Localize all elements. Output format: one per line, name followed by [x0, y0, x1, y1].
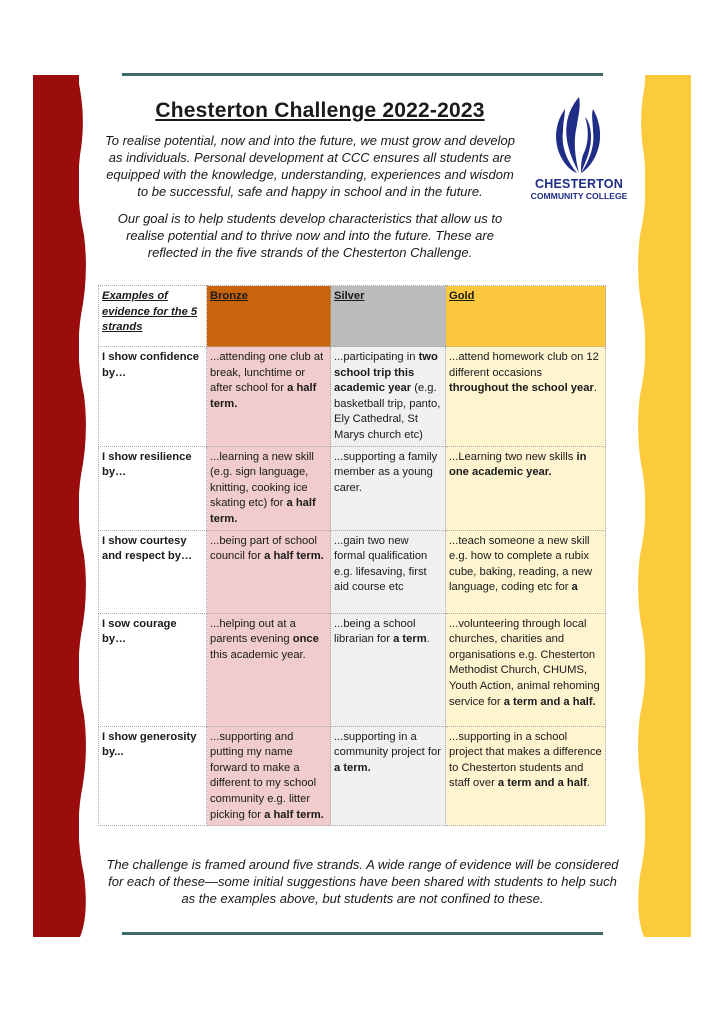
- cell-emphasis: once: [292, 633, 319, 646]
- cell-text: ...supporting in a school project that makes a difference to Chesterton students and staff over: [449, 730, 602, 790]
- row-label-resilience: I show resilience by…: [99, 446, 207, 530]
- cell-emphasis: a half term.: [210, 497, 316, 525]
- header-silver: Silver: [331, 286, 446, 347]
- cell-text: .: [586, 777, 590, 790]
- row-label-courage: I sow courage by…: [99, 613, 207, 726]
- cell-gold: [446, 530, 606, 613]
- cell-text: ...supporting in a community project for: [334, 730, 441, 759]
- logo-subtitle: COMMUNITY COLLEGE: [530, 191, 628, 201]
- cell-gold: [446, 613, 606, 726]
- cell-text: ...attend homework club on 12 different occasions: [449, 351, 599, 379]
- cell-emphasis: a half term.: [264, 550, 324, 563]
- cell-bronze: [207, 530, 331, 613]
- bottom-rule: [122, 932, 603, 935]
- cell-text: ...helping out at a parents evening: [210, 617, 296, 646]
- header-evidence: Examples of evidence for the 5 strands: [99, 286, 207, 347]
- logo-wordmark: CHESTERTON: [535, 177, 623, 191]
- cell-bronze: [207, 347, 331, 447]
- flame-logo-icon: [543, 93, 615, 175]
- page-title: Chesterton Challenge 2022-2023: [155, 99, 485, 122]
- cell-bronze: [207, 613, 331, 726]
- table-header-row: [99, 286, 606, 347]
- cell-text: .: [426, 633, 430, 646]
- goal-paragraph: Our goal is to help students develop characteristics that allow us to realise potential and to thrive now and into the future. These are reflected in the five strands of the Chesterton Challenge.: [117, 211, 503, 260]
- cell-text: ...supporting a family member as a young carer.: [334, 450, 438, 494]
- table-row: [99, 613, 606, 726]
- college-logo: [527, 93, 631, 203]
- cell-emphasis: in one academic year.: [449, 450, 587, 479]
- header-bronze: Bronze: [207, 286, 331, 347]
- row-label-generosity: I show generosity by...: [99, 726, 207, 826]
- table-row: [99, 446, 606, 530]
- cell-text: .: [593, 382, 597, 395]
- cell-silver: [331, 613, 446, 726]
- cell-silver: [331, 446, 446, 530]
- cell-bronze: [207, 446, 331, 530]
- intro-paragraph: To realise potential, now and into the future, we must grow and develop as individuals. Personal development at CCC ensures all students are equipped with the knowledge, understanding, experiences and wisdom to be successful, safe and happy in school and in the future.: [105, 133, 515, 199]
- cell-text: (e.g. basketball trip, panto, Ely Cathedral, St Marys church etc): [334, 382, 441, 441]
- cell-gold: [446, 726, 606, 826]
- cell-text: ...being a school librarian for: [334, 617, 416, 646]
- cell-text: ...learning a new skill (e.g. sign language, knitting, cooking ice skating etc) for: [210, 450, 314, 510]
- cell-gold: [446, 446, 606, 530]
- cell-emphasis: a: [571, 581, 578, 594]
- cell-gold: [446, 347, 606, 447]
- left-band-wave-edge: [77, 75, 87, 937]
- cell-text: ...participating in: [334, 351, 419, 363]
- cell-emphasis: throughout the school year: [449, 382, 594, 395]
- challenge-table: [98, 285, 606, 826]
- cell-text: ...Learning two new skills: [449, 450, 577, 463]
- row-label-courtesy: I show courtesy and respect by…: [99, 530, 207, 613]
- cell-emphasis: a term and a half.: [503, 695, 596, 708]
- right-decorative-band: [645, 75, 691, 937]
- cell-text: ...volunteering through local churches, charities and organisations e.g. Chesterton Methodist Church, CHUMS, Youth Action, animal rehoming service for: [449, 617, 600, 708]
- header-gold: Gold: [446, 286, 606, 347]
- closing-paragraph: The challenge is framed around five strands. A wide range of evidence will be considered for each of these—some initial suggestions have been shared with students to help such as the examples above, but students are not confined to these.: [106, 857, 619, 906]
- cell-silver: [331, 726, 446, 826]
- cell-text: ...supporting and putting my name forward to make a different to my school community e.g. litter picking for: [210, 730, 317, 821]
- cell-text: ...being part of school council for: [210, 534, 317, 563]
- row-label-confidence: I show confidence by…: [99, 347, 207, 447]
- cell-emphasis: a term.: [334, 761, 371, 774]
- cell-emphasis: a half term.: [210, 382, 317, 410]
- table-row: [99, 726, 606, 826]
- cell-emphasis: a half term.: [264, 808, 324, 821]
- cell-emphasis: two school trip this academic year: [334, 351, 438, 395]
- top-rule: [122, 73, 603, 76]
- cell-emphasis: a term and a half: [497, 777, 587, 790]
- cell-silver: [331, 347, 446, 447]
- cell-text: ...gain two new formal qualification e.g. lifesaving, first aid course etc: [334, 534, 428, 594]
- left-decorative-band: [33, 75, 79, 937]
- table-row: [99, 530, 606, 613]
- cell-text: ...teach someone a new skill e.g. how to complete a rubix cube, baking, reading, a new language, coding etc for: [449, 534, 593, 594]
- cell-emphasis: a term: [393, 633, 427, 646]
- cell-silver: [331, 530, 446, 613]
- cell-text: this academic year.: [210, 648, 306, 661]
- cell-bronze: [207, 726, 331, 826]
- table-row: [99, 347, 606, 447]
- cell-text: ...attending one club at break, lunchtime or after school for: [210, 351, 324, 395]
- right-band-wave-edge: [637, 75, 647, 937]
